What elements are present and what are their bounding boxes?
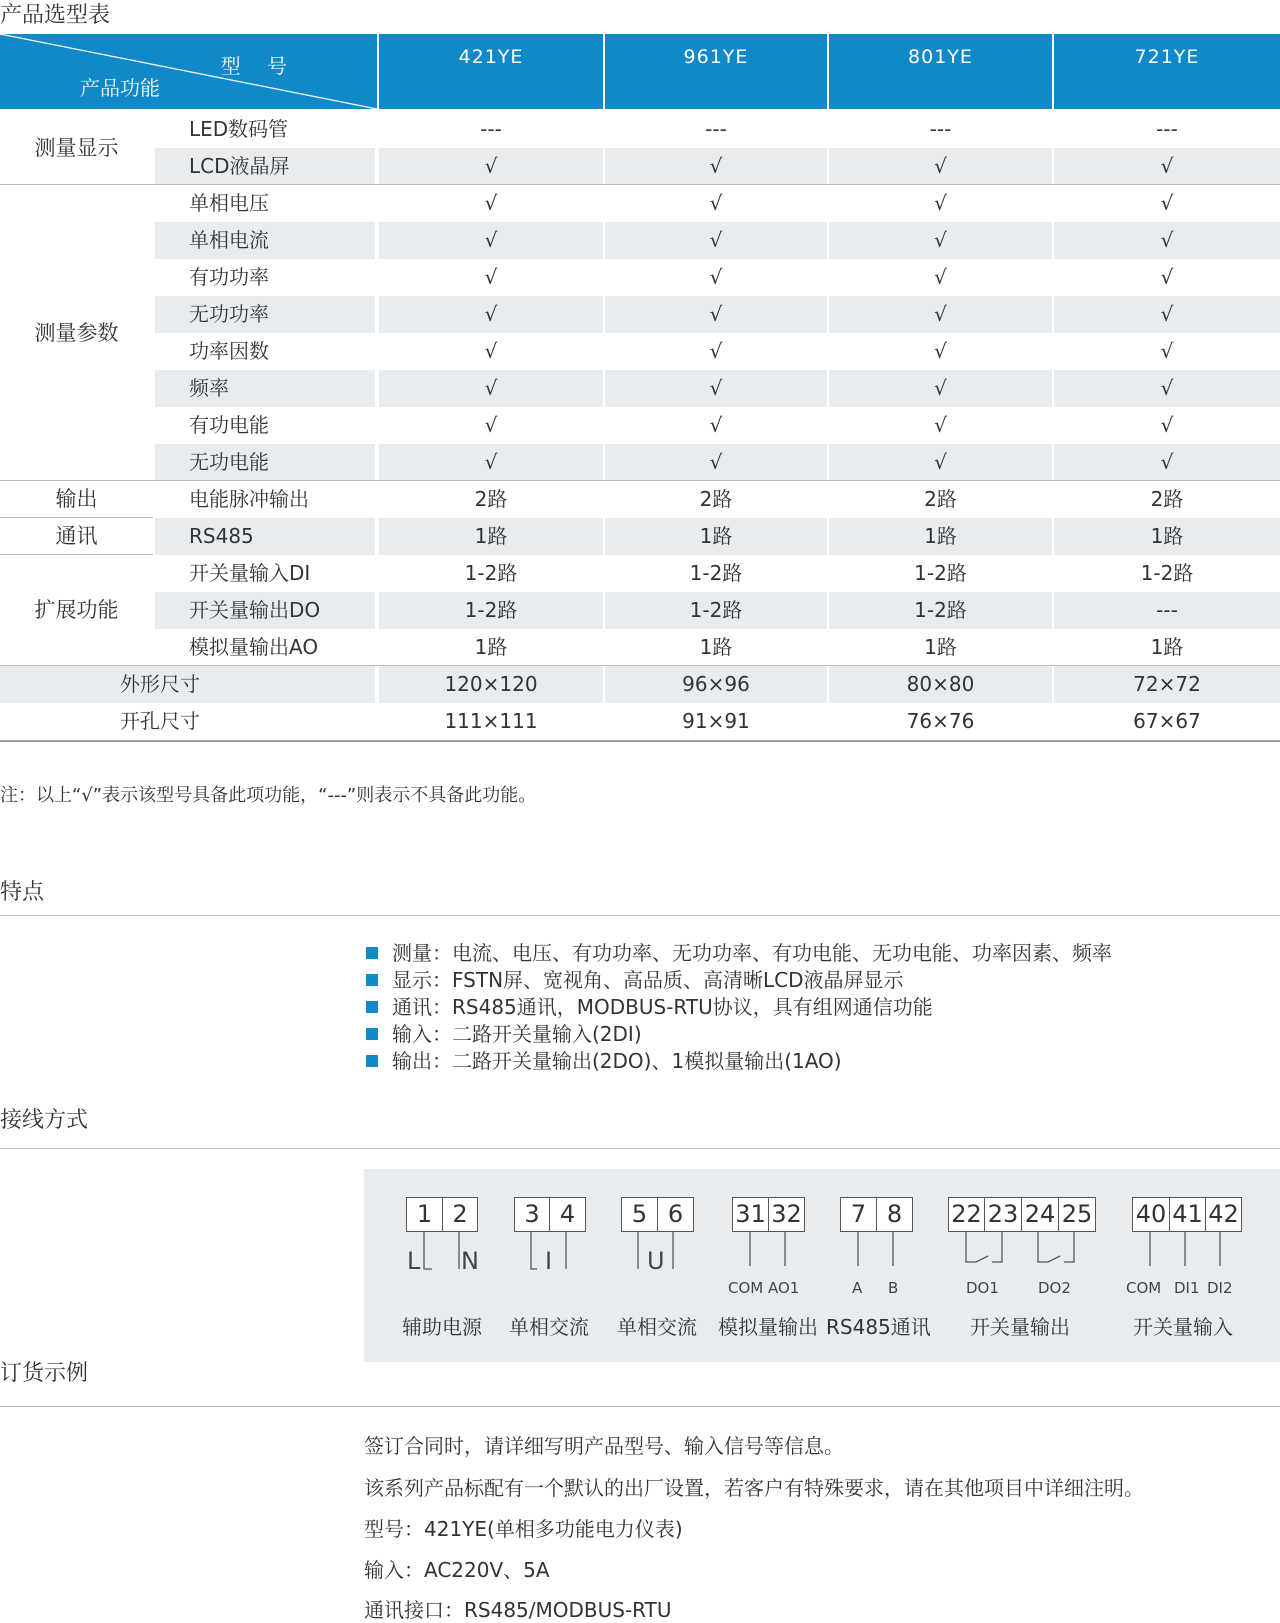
row-value: √ (709, 302, 723, 326)
row-label: 单相电压 (189, 191, 269, 215)
row-label: 开关量输入DI (189, 561, 311, 585)
row-value: 1-2路 (1140, 561, 1194, 585)
row-value: √ (934, 302, 947, 326)
terminal-block-rs485: 7 8 (840, 1197, 913, 1232)
row-value: 1-2路 (464, 561, 518, 585)
diagonal-line-icon (0, 34, 377, 109)
header-model-961ye: 961YE (605, 34, 827, 109)
terminal-block-do: 22 23 24 25 (948, 1197, 1096, 1232)
row-value: √ (484, 228, 498, 252)
row-value: √ (934, 228, 947, 252)
label-di1: DI1 (1174, 1279, 1200, 1297)
header-model-721ye: 721YE (1054, 34, 1280, 109)
order-line: 签订合同时，请详细写明产品型号、输入信号等信息。 (364, 1434, 844, 1458)
row-value: 1-2路 (689, 598, 743, 622)
caption-rs485: RS485通讯 (826, 1315, 931, 1339)
row-value: √ (484, 450, 498, 474)
row-value: 2路 (699, 487, 733, 511)
row-value: √ (484, 265, 498, 289)
row-value: --- (1156, 117, 1178, 141)
row-value: 111×111 (444, 709, 538, 733)
terminal-block-power: 1 2 (406, 1197, 478, 1232)
row-value: √ (1160, 376, 1174, 400)
table-row (0, 259, 1280, 296)
row-value: √ (1160, 339, 1174, 363)
row-value: 80×80 (906, 672, 975, 696)
row-label: 电能脉冲输出 (189, 487, 309, 511)
row-value: 91×91 (682, 709, 750, 733)
row-value: √ (709, 450, 723, 474)
label-do2: DO2 (1038, 1279, 1071, 1297)
feature-item: 输出：二路开关量输出(2DO)、1模拟量输出(1AO) (366, 1048, 842, 1075)
row-value: √ (1160, 154, 1174, 178)
symbol-l: L (407, 1247, 421, 1275)
row-value: √ (1160, 413, 1174, 437)
row-label: RS485 (189, 524, 254, 548)
row-label: 开关量输出DO (189, 598, 321, 622)
row-value: 1路 (474, 524, 508, 548)
features-divider (0, 915, 1280, 916)
row-label: LED数码管 (189, 117, 289, 141)
row-label: 功率因数 (189, 339, 269, 363)
row-value: √ (709, 413, 723, 437)
row-label: 有功电能 (189, 413, 269, 437)
bullet-square-icon (366, 1001, 378, 1013)
row-value: √ (709, 265, 723, 289)
symbol-i: I (545, 1247, 553, 1275)
row-value: 72×72 (1133, 672, 1201, 696)
table-bottom-border (0, 740, 1280, 742)
row-value: √ (1160, 302, 1174, 326)
bullet-square-icon (366, 974, 378, 986)
bullet-square-icon (366, 1028, 378, 1040)
row-value: 2路 (1150, 487, 1184, 511)
group-label: 扩展功能 (34, 598, 119, 622)
terminal-block-voltage: 5 6 (621, 1197, 694, 1232)
row-label: LCD液晶屏 (189, 154, 290, 178)
row-value: √ (484, 376, 498, 400)
row-value: --- (1156, 598, 1178, 622)
row-label: 有功功率 (189, 265, 269, 289)
group-label: 测量显示 (34, 136, 119, 160)
symbol-n: N (461, 1247, 479, 1275)
order-title: 订货示例 (0, 1361, 89, 1386)
row-label: 开孔尺寸 (120, 709, 200, 733)
row-value: √ (934, 413, 947, 437)
caption-di: 开关量输入 (1133, 1315, 1233, 1339)
label-di2: DI2 (1207, 1279, 1233, 1297)
row-value: 2路 (474, 487, 508, 511)
row-value: 1路 (699, 635, 733, 659)
row-value: 120×120 (444, 672, 538, 696)
bullet-square-icon (366, 947, 378, 959)
row-value: √ (934, 450, 947, 474)
header-model-421ye: 421YE (379, 34, 603, 109)
label-com: COM (1126, 1279, 1162, 1297)
row-value: √ (709, 376, 723, 400)
row-value: --- (929, 117, 952, 141)
table-row (0, 481, 1280, 518)
feature-item: 显示：FSTN屏、宽视角、高品质、高清晰LCD液晶屏显示 (366, 967, 904, 994)
row-value: 1-2路 (914, 561, 967, 585)
row-value: √ (709, 191, 723, 215)
table-row (0, 296, 1280, 333)
table-row (0, 370, 1280, 407)
row-value: 1-2路 (464, 598, 518, 622)
label-do1: DO1 (966, 1279, 999, 1297)
header-model-label: 型 号 (220, 54, 297, 78)
row-value: √ (934, 154, 947, 178)
row-value: 67×67 (1133, 709, 1201, 733)
terminal-block-current: 3 4 (514, 1197, 586, 1232)
caption-voltage: 单相交流 (617, 1315, 697, 1339)
table-row (0, 518, 1280, 555)
table-row (0, 703, 1280, 740)
table-row (0, 148, 1280, 185)
row-value: √ (709, 339, 723, 363)
row-label: 单相电流 (189, 228, 269, 252)
row-value: √ (1160, 265, 1174, 289)
label-b: B (888, 1279, 899, 1297)
row-value: 1-2路 (689, 561, 743, 585)
row-value: 1-2路 (914, 598, 967, 622)
row-label: 外形尺寸 (120, 672, 200, 696)
row-value: √ (1160, 191, 1174, 215)
row-value: 1路 (924, 635, 957, 659)
row-value: 1路 (474, 635, 508, 659)
table-row (0, 111, 1280, 148)
table-header-diagonal (0, 34, 377, 109)
table-row (0, 629, 1280, 666)
label-a: A (852, 1279, 863, 1297)
row-label: 无功功率 (189, 302, 269, 326)
wiring-diagram (364, 1169, 1280, 1362)
row-value: √ (1160, 450, 1174, 474)
row-value: 96×96 (682, 672, 750, 696)
table-row (0, 185, 1280, 222)
wiring-title: 接线方式 (0, 1108, 89, 1133)
table-note: 注：以上“√”表示该型号具备此项功能，“---”则表示不具备此功能。 (0, 785, 537, 806)
table-row (0, 333, 1280, 370)
order-line: 该系列产品标配有一个默认的出厂设置，若客户有特殊要求，请在其他项目中详细注明。 (364, 1476, 1144, 1500)
table-row (0, 555, 1280, 592)
row-value: √ (484, 339, 498, 363)
feature-item: 输入：二路开关量输入(2DI) (366, 1021, 642, 1048)
order-divider (0, 1406, 1280, 1407)
row-value: √ (934, 339, 947, 363)
row-label: 无功电能 (189, 450, 269, 474)
table-row (0, 407, 1280, 444)
wiring-divider (0, 1148, 1280, 1149)
row-value: √ (484, 302, 498, 326)
order-line: 通讯接口：RS485/MODBUS-RTU (364, 1598, 672, 1622)
row-value: √ (934, 376, 947, 400)
group-label: 输出 (55, 487, 98, 511)
row-value: √ (484, 191, 498, 215)
row-value: √ (1160, 228, 1174, 252)
row-value: 2路 (924, 487, 957, 511)
caption-do: 开关量输出 (970, 1315, 1070, 1339)
row-value: 1路 (1150, 635, 1184, 659)
label-com-ao1: COM AO1 (728, 1279, 800, 1297)
row-value: 76×76 (906, 709, 975, 733)
row-value: √ (484, 154, 498, 178)
row-value: √ (934, 265, 947, 289)
feature-item: 测量：电流、电压、有功功率、无功功率、有功电能、无功电能、功率因素、频率 (366, 940, 1112, 967)
header-model-801ye: 801YE (829, 34, 1052, 109)
table-row (0, 444, 1280, 481)
row-value: √ (709, 154, 723, 178)
selection-table-title: 产品选型表 (0, 3, 111, 28)
group-label: 通讯 (55, 524, 98, 548)
table-row (0, 666, 1280, 703)
row-value: 1路 (924, 524, 957, 548)
feature-item: 通讯：RS485通讯，MODBUS-RTU协议，具有组网通信功能 (366, 994, 933, 1021)
order-line: 型号：421YE(单相多功能电力仪表) (364, 1517, 683, 1541)
row-value: --- (480, 117, 502, 141)
row-value: --- (705, 117, 727, 141)
row-value: √ (484, 413, 498, 437)
caption-power: 辅助电源 (402, 1315, 482, 1339)
group-label: 测量参数 (34, 321, 119, 345)
caption-ao: 模拟量输出 (718, 1315, 818, 1339)
header-function-label: 产品功能 (80, 76, 160, 100)
terminal-block-ao: 31 32 (732, 1197, 805, 1232)
features-title: 特点 (0, 880, 45, 905)
row-value: √ (709, 228, 723, 252)
row-label: 频率 (189, 376, 229, 400)
row-value: 1路 (699, 524, 733, 548)
terminal-block-di: 40 41 42 (1132, 1197, 1242, 1232)
order-line: 输入：AC220V、5A (364, 1558, 550, 1582)
bullet-square-icon (366, 1055, 378, 1067)
row-value: 1路 (1150, 524, 1184, 548)
row-value: √ (934, 191, 947, 215)
row-label: 模拟量输出AO (189, 635, 319, 659)
table-row (0, 592, 1280, 629)
table-row (0, 222, 1280, 259)
symbol-u: U (647, 1247, 665, 1275)
caption-current: 单相交流 (509, 1315, 589, 1339)
